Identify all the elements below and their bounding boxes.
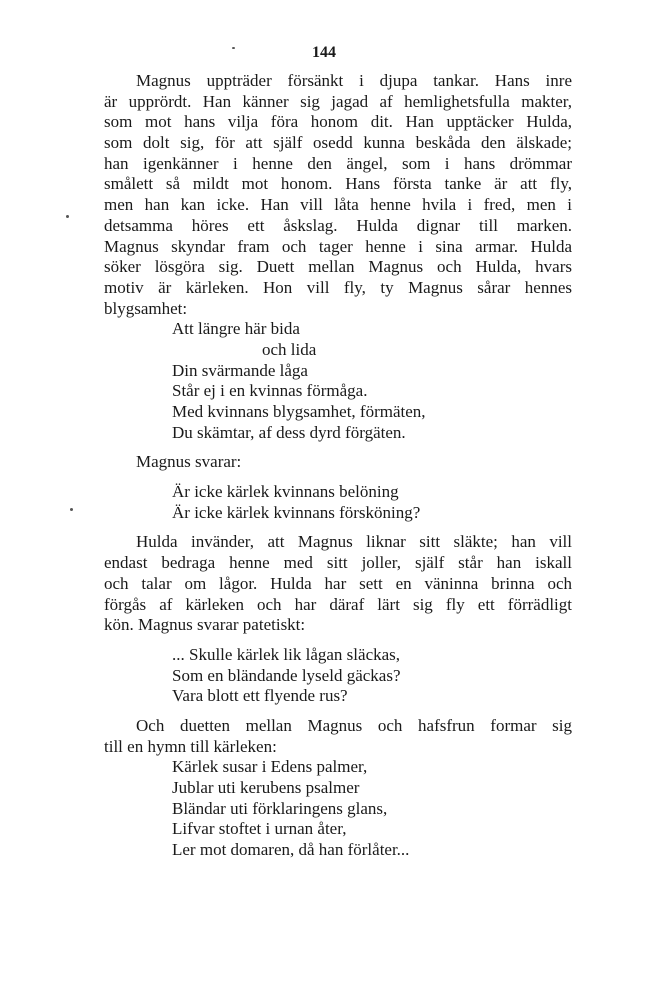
paragraph-line: smålett så mildt mot honom. Hans första tanke är att fly, (104, 174, 572, 194)
page-number: 144 (312, 44, 336, 61)
verse-line: Står ej i en kvinnas förmåga. (172, 381, 368, 401)
paragraph-line: som mot hans vilja föra honom dit. Han upptäcker Hulda, (104, 112, 572, 132)
print-speck (232, 47, 235, 49)
paragraph-line: förgås af kärleken och har däraf lärt sig fly ett förrädligt (104, 594, 572, 614)
spacer (104, 473, 572, 482)
paragraph-line: söker lösgöra sig. Duett mellan Magnus och Hulda, hvars (104, 257, 572, 277)
paragraph-line: och talar om lågor. Hulda har sett en väninna brinna och (104, 573, 572, 593)
verse-line: Bländar uti förklaringens glans, (172, 798, 388, 818)
spacer (104, 523, 572, 532)
verse-line: Lifvar stoftet i urnan åter, (172, 819, 347, 839)
verse-line: ... Skulle kärlek lik lågan släckas, (172, 644, 401, 664)
print-speck (70, 508, 73, 511)
page-text (104, 71, 572, 861)
print-speck (66, 215, 69, 218)
speaker-line: Magnus svarar: (136, 452, 242, 472)
verse-line: Är icke kärlek kvinnans försköning? (172, 502, 421, 522)
verse-line: Är icke kärlek kvinnans belöning (172, 482, 399, 502)
spacer (104, 707, 572, 716)
paragraph-line: som dolt sig, för att själf osedd kunna beskåda den älskade; (104, 133, 572, 153)
verse-line: Ler mot domaren, då han förlåter... (172, 840, 410, 860)
verse-line: Din svärmande låga (172, 360, 308, 380)
paragraph-line: Och duetten mellan Magnus och hafsfrun formar sig (136, 715, 572, 735)
paragraph-line: är upprördt. Han känner sig jagad af hemlighetsfulla makter, (104, 91, 572, 111)
paragraph-line: Magnus uppträder försänkt i djupa tankar. Hans inre (136, 71, 572, 90)
paragraph-line: men han kan icke. Han vill låta henne hvila i fred, men i (104, 195, 572, 215)
verse-line: och lida (262, 339, 317, 359)
verse-line: Du skämtar, af dess dyrd förgäten. (172, 422, 406, 442)
paragraph-line: motiv är kärleken. Hon vill fly, ty Magnus sårar hennes (104, 277, 572, 297)
verse-line: Med kvinnans blygsamhet, förmäten, (172, 402, 426, 421)
paragraph-line: detsamma höres ett åskslag. Hulda dignar till marken. (104, 215, 572, 235)
spacer (104, 636, 572, 645)
spacer (104, 443, 572, 452)
verse-line: Att längre här bida (172, 319, 300, 339)
verse-line: Som en bländande lyseld gäckas? (172, 665, 401, 685)
paragraph-line: endast bedraga henne med sitt joller, själf står han iskall (104, 553, 572, 573)
paragraph-line: han igenkänner i henne den ängel, som i hans drömmar (104, 153, 572, 173)
verse-line: Jublar uti kerubens psalmer (172, 778, 360, 797)
verse-line: Kärlek susar i Edens palmer, (172, 757, 368, 777)
paragraph-line: kön. Magnus svarar patetiskt: (104, 615, 306, 635)
paragraph-line: till en hymn till kärleken: (104, 736, 277, 756)
verse-line: Vara blott ett flyende rus? (172, 686, 348, 706)
paragraph-line: Hulda invänder, att Magnus liknar sitt släkte; han vill (136, 532, 572, 552)
paragraph-line: blygsamhet: (104, 298, 188, 318)
paragraph-line: Magnus skyndar fram och tager henne i sina armar. Hulda (104, 236, 572, 256)
